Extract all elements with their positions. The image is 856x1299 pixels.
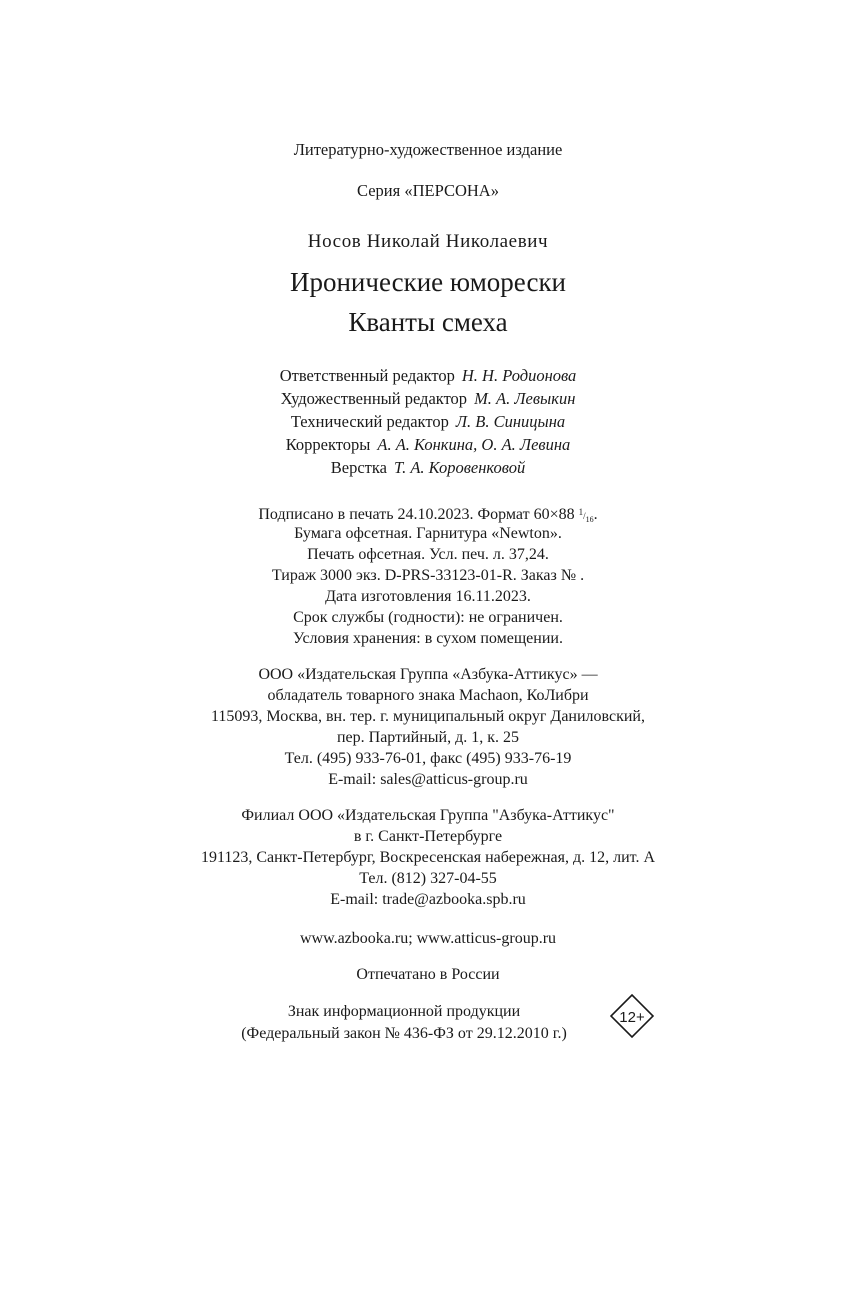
websites: www.azbooka.ru; www.atticus-group.ru — [299, 930, 557, 947]
print-info-line: Бумага офсетная. Гарнитура «Newton». — [294, 525, 562, 542]
print-info-line: Печать офсетная. Усл. печ. л. 37,24. — [307, 546, 549, 563]
branch-line: в г. Санкт-Петербурге — [353, 828, 503, 845]
print-info-line: Дата изготовления 16.11.2023. — [325, 588, 531, 605]
print-info-line: Тираж 3000 экз. D-PRS-33123-01-R. Заказ № . — [271, 567, 585, 584]
staff-person: Н. Н. Родионова — [461, 366, 577, 385]
format-numerator: 1 — [578, 507, 584, 517]
branch-line: Филиал ООО «Издательская Группа "Азбука-Аттикус" — [241, 807, 615, 824]
staff-row — [0, 458, 856, 478]
age-rating-badge — [610, 994, 654, 1038]
staff-role: Ответственный редактор — [279, 366, 455, 385]
info-sign-law: (Федеральный закон № 436-ФЗ от 29.12.2010 г.) — [241, 1025, 567, 1042]
staff-role: Верстка — [330, 458, 387, 477]
publisher-line: ООО «Издательская Группа «Азбука-Аттикус» — — [258, 666, 598, 683]
publisher-line: Тел. (495) 933-76-01, факс (495) 933-76-19 — [284, 750, 572, 767]
print-info-line: Условия хранения: в сухом помещении. — [293, 630, 563, 647]
series: Серия «ПЕРСОНА» — [357, 181, 499, 200]
publisher-line: обладатель товарного знака Machaon, КоЛибри — [267, 687, 589, 704]
info-sign-label: Знак информационной продукции — [287, 1003, 521, 1020]
branch-email: E-mail: trade@azbooka.spb.ru — [330, 891, 526, 908]
format-end: . — [593, 506, 598, 523]
staff-row — [0, 366, 856, 386]
author: Носов Николай Николаевич — [307, 231, 549, 252]
staff-row — [0, 435, 856, 455]
staff-row — [0, 412, 856, 432]
staff-role: Технический редактор — [290, 412, 449, 431]
age-rating-text: 12+ — [619, 1009, 645, 1026]
print-info-line: Срок службы (годности): не ограничен. — [293, 609, 563, 626]
age-rating-diamond-icon — [610, 994, 654, 1038]
book-title-line: Иронические юморески — [289, 267, 567, 297]
book-subtitle-line: Кванты смеха — [348, 307, 508, 337]
staff-row — [0, 389, 856, 409]
format-separator: / — [583, 511, 586, 521]
printed-in: Отпечатано в России — [356, 966, 500, 983]
staff-person: А. А. Конкина, О. А. Левина — [377, 435, 571, 454]
staff-role: Корректоры — [285, 435, 371, 454]
staff-person: Л. В. Синицына — [455, 412, 566, 431]
format-denominator: 16 — [585, 515, 594, 524]
publisher-line: 115093, Москва, вн. тер. г. муниципальный округ Даниловский, — [211, 708, 645, 725]
staff-person: Т. А. Коровенковой — [393, 458, 526, 477]
branch-line: 191123, Санкт-Петербург, Воскресенская набережная, д. 12, лит. А — [200, 849, 656, 866]
publisher-email: E-mail: sales@atticus-group.ru — [328, 771, 528, 788]
branch-line: Тел. (812) 327-04-55 — [359, 870, 497, 887]
staff-person: М. А. Левыкин — [474, 389, 576, 408]
print-signed-text: Подписано в печать 24.10.2023. Формат 60×88 — [258, 506, 575, 523]
edition-type: Литературно-художественное издание — [293, 140, 563, 159]
staff-role: Художественный редактор — [280, 389, 468, 408]
format-fraction — [578, 507, 594, 524]
publisher-line: пер. Партийный, д. 1, к. 25 — [336, 729, 519, 746]
